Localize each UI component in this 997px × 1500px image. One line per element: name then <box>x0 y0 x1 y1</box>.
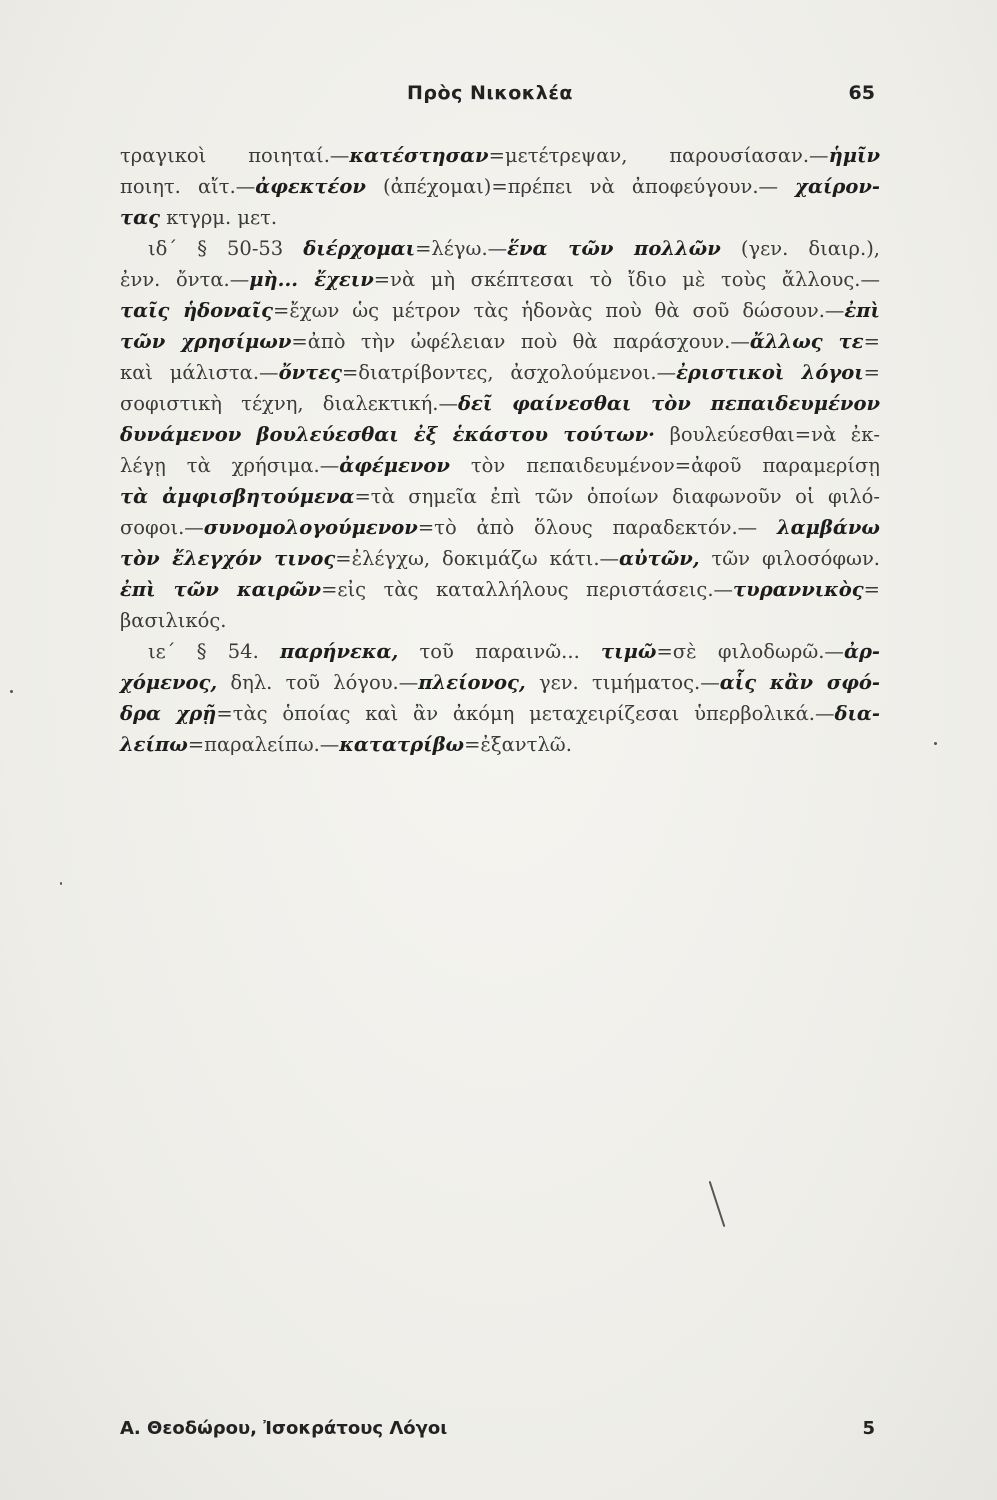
text-line <box>120 357 880 388</box>
lemma: τῶν χρησίμων <box>120 330 292 353</box>
lemma: συνομολογούμενον <box>203 516 418 539</box>
text-line <box>120 388 880 419</box>
lemma: λαμβάνω <box>776 516 880 539</box>
speck <box>934 742 937 745</box>
lemma: τὸν ἔλεγχόν τινος <box>120 547 336 570</box>
gloss: τοῦ παραινῶ... <box>398 640 602 663</box>
gloss: =ἐξαντλῶ. <box>464 733 572 756</box>
text-line <box>120 202 880 233</box>
text-line <box>120 729 880 760</box>
gloss: ποιητ. αἴτ.— <box>120 175 256 198</box>
gloss: =διατρίβοντες, ἀσχολούμενοι.— <box>341 361 677 384</box>
gloss: βασιλικός. <box>120 609 227 632</box>
gloss: γεν. τιμήματος.— <box>525 671 720 694</box>
text-line <box>120 450 880 481</box>
running-title: Πρὸς Νικοκλέα <box>407 82 573 104</box>
gloss: =ἔχων ὡς μέτρον τὰς ἡδονὰς ποὺ θὰ σοῦ δώσουν.— <box>272 299 845 322</box>
gloss: τῶν φιλοσόφων. <box>699 547 881 570</box>
speck <box>60 882 62 885</box>
text-line <box>120 574 880 605</box>
gloss: =τὸ ἀπὸ ὅλους παραδεκτόν.— <box>417 516 777 539</box>
gloss: =νὰ μὴ σκέπτεσαι τὸ ἴδιο μὲ τοὺς ἄλλους.— <box>373 268 880 291</box>
text-line <box>120 295 880 326</box>
lemma: δρα χρῇ <box>120 702 217 725</box>
gloss: = <box>863 361 880 384</box>
running-head <box>0 82 997 112</box>
gloss: = <box>863 330 880 353</box>
lemma: μὴ... ἔχειν <box>249 268 374 291</box>
gloss: =ἐλέγχω, δοκιμάζω κάτι.— <box>335 547 620 570</box>
text-line <box>120 605 880 636</box>
lemma: δεῖ φαίνεσθαι τὸν πεπαιδευμένον <box>458 392 881 415</box>
lemma: αὐτῶν, <box>619 547 700 570</box>
gloss: =ἀπὸ τὴν ὠφέλειαν ποὺ θὰ παράσχουν.— <box>291 330 750 353</box>
lemma: διέρχομαι <box>303 237 416 260</box>
gloss: (ἀπέχομαι)=πρέπει νὰ ἀποφεύγουν.— <box>365 175 796 198</box>
lemma: ταῖς ἡδοναῖς <box>120 299 273 322</box>
gloss: σοφοι.— <box>120 516 204 539</box>
text-line <box>120 512 880 543</box>
speck <box>709 1181 726 1227</box>
text-line <box>120 171 880 202</box>
lemma: ἀφέμενον <box>339 454 450 477</box>
gloss: τὸν πεπαιδευμένον=ἀφοῦ παραμερίσῃ <box>449 454 880 477</box>
gloss: λέγῃ τὰ χρήσιμα.— <box>120 454 340 477</box>
gloss: =εἰς τὰς καταλλήλους περιστάσεις.— <box>321 578 734 601</box>
speck <box>10 690 13 693</box>
gloss: τραγικοὶ ποιηταί.— <box>120 144 350 167</box>
gloss: =λέγω.— <box>415 237 508 260</box>
footer-signature: Α. Θεοδώρου, Ἰσοκράτους Λόγοι <box>120 1418 448 1439</box>
lemma: χαίρον- <box>795 175 880 198</box>
gloss: βουλεύεσθαι=νὰ ἐκ- <box>654 423 880 446</box>
footer-signature-mark: 5 <box>862 1418 875 1439</box>
gloss: = <box>863 578 881 601</box>
text-line <box>120 698 880 729</box>
lemma: κατέστησαν <box>349 144 489 167</box>
gloss: =σὲ φιλοδωρῶ.— <box>656 640 844 663</box>
gloss: =παραλείπω.— <box>187 733 340 756</box>
lemma: ὄντες <box>278 361 342 384</box>
gloss: καὶ μάλιστα.— <box>120 361 279 384</box>
gloss: =τὰ σημεῖα ἐπὶ τῶν ὁποίων διαφωνοῦν οἱ φιλό- <box>354 485 880 508</box>
lemma: ἐπὶ <box>844 299 880 322</box>
lemma: τὰ ἀμφισβητούμενα <box>120 485 355 508</box>
text-line <box>120 233 880 264</box>
page-footer <box>0 1418 997 1448</box>
lemma: δυνάμενον βουλεύεσθαι ἐξ ἑκάστου τούτων· <box>120 423 655 446</box>
gloss: δηλ. τοῦ λόγου.— <box>217 671 419 694</box>
gloss: ιδ´ § 50-53 <box>148 237 304 260</box>
gloss: κτγρμ. μετ. <box>160 206 278 229</box>
lemma: ἐριστικοὶ λόγοι <box>676 361 864 384</box>
lemma: αἷς κἂν σφό- <box>719 671 880 694</box>
text-line <box>120 264 880 295</box>
lemma: ἄλλως τε <box>749 330 864 353</box>
lemma: δια- <box>834 702 880 725</box>
lemma: ἕνα τῶν πολλῶν <box>507 237 721 260</box>
gloss: ιε´ § 54. <box>148 640 281 663</box>
lemma: τυραννικὸς <box>733 578 864 601</box>
text-line <box>120 543 880 574</box>
text-line <box>120 667 880 698</box>
gloss: =τὰς ὁποίας καὶ ἂν ἀκόμη μεταχειρίζεσαι ὑπερβολικά.— <box>216 702 835 725</box>
gloss: =μετέτρεψαν, παρουσίασαν.— <box>488 144 829 167</box>
lemma: ἐπὶ τῶν καιρῶν <box>120 578 322 601</box>
lemma: κατατρίβω <box>339 733 465 756</box>
text-line <box>120 481 880 512</box>
gloss: (γεν. διαιρ.), <box>720 237 880 260</box>
lemma: χόμενος, <box>120 671 218 694</box>
lemma: λείπω <box>120 733 188 756</box>
commentary-text <box>120 140 880 760</box>
text-line <box>120 326 880 357</box>
gloss: ἐνν. ὄντα.— <box>120 268 250 291</box>
text-line <box>120 419 880 450</box>
lemma: ἡμῖν <box>828 144 880 167</box>
lemma: τιμῶ <box>601 640 657 663</box>
lemma: ἀφεκτέον <box>255 175 366 198</box>
gloss: σοφιστικὴ τέχνη, διαλεκτική.— <box>120 392 458 415</box>
lemma: πλείονος, <box>418 671 526 694</box>
lemma: τας <box>120 206 160 229</box>
text-line <box>120 636 880 667</box>
lemma: παρήνεκα, <box>280 640 399 663</box>
text-line <box>120 140 880 171</box>
lemma: ἀρ- <box>843 640 881 663</box>
page-number: 65 <box>848 82 875 104</box>
